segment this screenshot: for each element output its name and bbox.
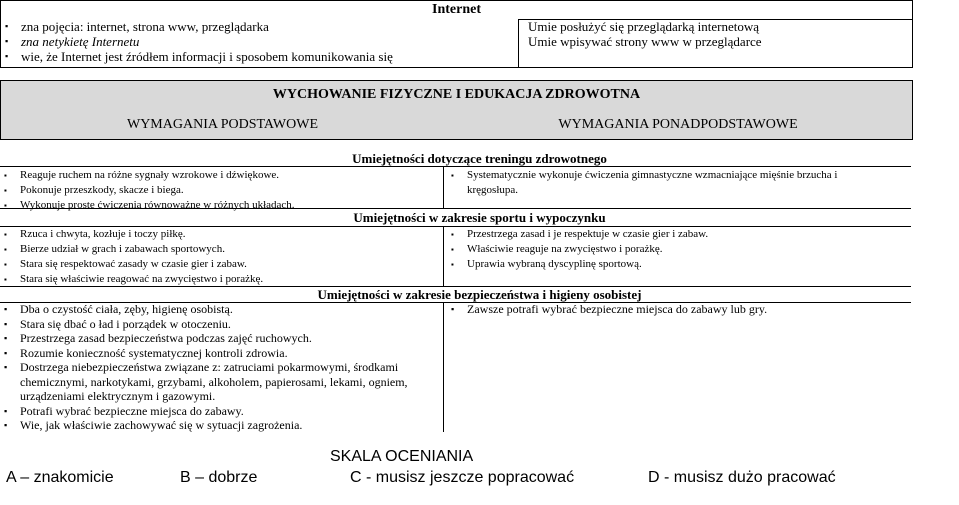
list-item: ▪ Rzuca i chwyta, kozłuje i toczy piłkę.: [0, 227, 440, 242]
grade-d: D - musisz dużo pracować: [648, 469, 836, 486]
list-item: ▪ Dostrzega niebezpieczeństwa związane z: zatruciami pokarmowymi, środkami chemicznymi, narkotykami, grzybami, alkoholem, papierosami, lekami, ogniem, urządzeniami elektrycznym i gazowymi.: [0, 360, 435, 404]
list-item: ▪ zna netykietę Internetu: [1, 34, 518, 49]
list-item: ▪ Systematycznie wykonuje ćwiczenia gimnastyczne wzmacniające mięśnie brzucha i kręgosłupa.: [447, 168, 887, 198]
internet-title: Internet: [432, 2, 481, 17]
grade-a: A – znakomicie: [6, 469, 114, 486]
section-title: Umiejętności w zakresie bezpieczeństwa i higieny osobistej: [317, 287, 642, 302]
list-item: ▪ Stara się respektować zasady w czasie gier i zabaw.: [0, 257, 440, 272]
list-item: ▪ Przestrzega zasad bezpieczeństwa podczas zajęć ruchowych.: [0, 331, 435, 346]
list-item: ▪ wie, że Internet jest źródłem informacji i sposobem komunikowania się: [1, 49, 518, 64]
advanced-requirements-heading: WYMAGANIA PONADPODSTAWOWE: [558, 117, 798, 132]
list-item: ▪ Stara się właściwie reagować na zwycięstwo i porażkę.: [0, 272, 440, 287]
requirements-header: [0, 113, 913, 140]
section-1-basic-cell: [0, 168, 440, 213]
list-item: ▪ Zawsze potrafi wybrać bezpieczne miejsca do zabawy lub gry.: [447, 302, 907, 317]
grade-b: B – dobrze: [180, 469, 258, 486]
list-item: ▪ Dba o czystość ciała, zęby, higienę osobistą.: [0, 302, 435, 317]
list-item: ▪ Bierze udział w grach i zabawach sportowych.: [0, 242, 440, 257]
section-3-advanced-cell: [447, 302, 907, 317]
subject-title: WYCHOWANIE FIZYCZNE I EDUKACJA ZDROWOTNA: [0, 80, 913, 115]
section-title: Umiejętności w zakresie sportu i wypoczynku: [353, 210, 606, 225]
list-item: ▪ Reaguje ruchem na różne sygnały wzrokowe i dźwiękowe.: [0, 168, 440, 183]
internet-basic-cell: [1, 19, 519, 67]
internet-table: [0, 0, 913, 68]
list-item: Umie posłużyć się przeglądarką internetową: [528, 19, 760, 34]
section-title: Umiejętności dotyczące treningu zdrowotnego: [352, 151, 607, 166]
section-2-basic-cell: [0, 227, 440, 287]
basic-requirements-heading: WYMAGANIA PODSTAWOWE: [126, 117, 319, 132]
list-item: ▪ Wie, jak właściwie zachowywać się w sytuacji zagrożenia.: [0, 418, 435, 433]
list-item: Umie wpisywać strony www w przeglądarce: [528, 34, 762, 49]
list-item: ▪ Potrafi wybrać bezpieczne miejsca do zabawy.: [0, 404, 435, 419]
list-item: ▪ Wykonuje proste ćwiczenia równoważne w różnych układach.: [0, 198, 440, 213]
list-item: ▪ zna pojęcia: internet, strona www, przeglądarka: [1, 19, 518, 34]
list-item: ▪ Rozumie konieczność systematycznej kontroli zdrowia.: [0, 346, 435, 361]
section-2-advanced-cell: [447, 227, 887, 272]
list-item: ▪ Właściwie reaguje na zwycięstwo i porażkę.: [447, 242, 887, 257]
section-1-advanced-cell: [447, 168, 887, 198]
list-item: ▪ Uprawia wybraną dyscyplinę sportową.: [447, 257, 887, 272]
section-3-basic-cell: [0, 302, 435, 433]
list-item: ▪ Pokonuje przeszkody, skacze i biega.: [0, 183, 440, 198]
internet-advanced-cell: [528, 19, 912, 67]
list-item: ▪ Stara się dbać o ład i porządek w otoczeniu.: [0, 317, 435, 332]
grade-c: C - musisz jeszcze popracować: [350, 469, 575, 486]
list-item: ▪ Przestrzega zasad i je respektuje w czasie gier i zabaw.: [447, 227, 887, 242]
grading-scale-title: SKALA OCENIANIA: [330, 448, 474, 465]
